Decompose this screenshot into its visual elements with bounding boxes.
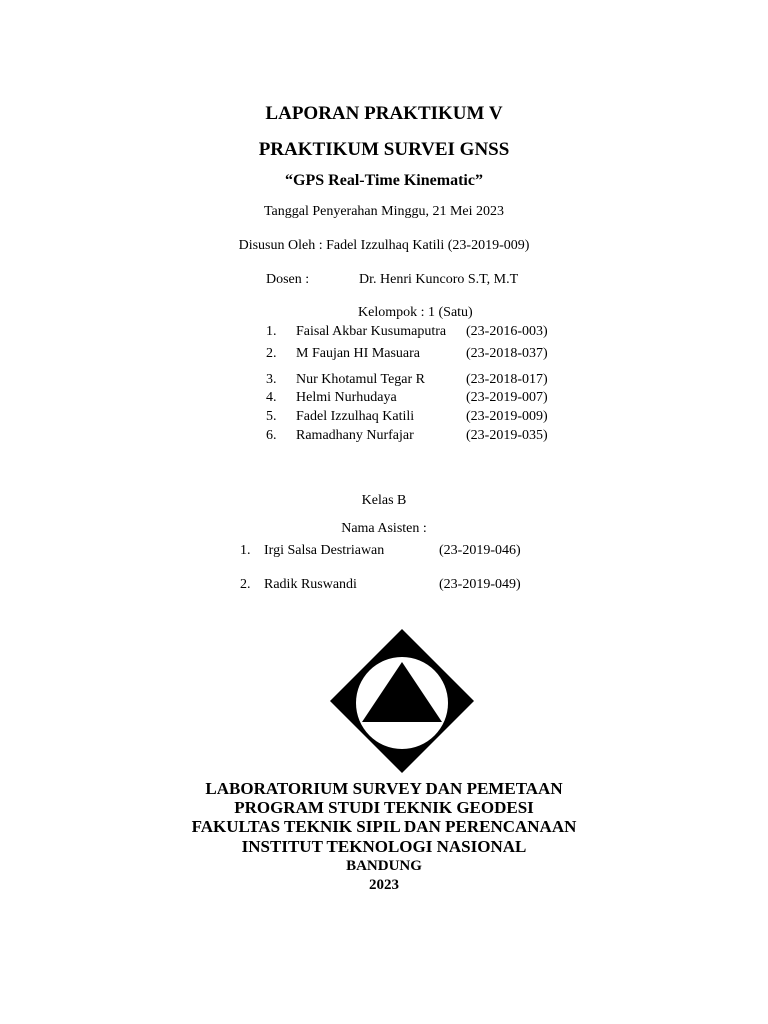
member-number: 2. bbox=[266, 346, 277, 361]
member-number: 4. bbox=[266, 390, 277, 405]
city-name: BANDUNG bbox=[346, 858, 422, 874]
member-name: Fadel Izzulhaq Katili bbox=[296, 409, 415, 424]
member-name: Ramadhany Nurfajar bbox=[296, 428, 414, 443]
assistant-number: 1. bbox=[240, 543, 251, 558]
member-nim: (23-2018-017) bbox=[466, 372, 548, 387]
report-year: 2023 bbox=[369, 877, 399, 893]
member-nim: (23-2019-035) bbox=[466, 428, 548, 443]
class-label: Kelas B bbox=[361, 493, 407, 508]
member-nim: (23-2018-037) bbox=[466, 346, 548, 361]
group-heading: Kelompok : 1 (Satu) bbox=[358, 305, 473, 320]
program-name: PROGRAM STUDI TEKNIK GEODESI bbox=[234, 798, 534, 817]
lecturer-label: Dosen : bbox=[266, 272, 310, 287]
lab-name: LABORATORIUM SURVEY DAN PEMETAAN bbox=[205, 779, 563, 798]
member-number: 3. bbox=[266, 372, 277, 387]
member-number: 1. bbox=[266, 324, 277, 339]
faculty-name: FAKULTAS TEKNIK SIPIL DAN PERENCANAAN bbox=[191, 817, 577, 836]
assistant-name: Radik Ruswandi bbox=[264, 577, 357, 592]
member-name: M Faujan HI Masuara bbox=[296, 346, 421, 361]
member-number: 5. bbox=[266, 409, 277, 424]
member-nim: (23-2016-003) bbox=[466, 324, 548, 339]
university-name: INSTITUT TEKNOLOGI NASIONAL bbox=[241, 837, 527, 856]
report-subtitle: “GPS Real-Time Kinematic” bbox=[285, 172, 483, 189]
submission-date: Tanggal Penyerahan Minggu, 21 Mei 2023 bbox=[263, 204, 505, 219]
member-name: Helmi Nurhudaya bbox=[296, 390, 397, 405]
member-number: 6. bbox=[266, 428, 277, 443]
member-name: Faisal Akbar Kusumaputra bbox=[296, 324, 447, 339]
member-name: Nur Khotamul Tegar R bbox=[296, 372, 426, 387]
assistant-name: Irgi Salsa Destriawan bbox=[264, 543, 385, 558]
member-nim: (23-2019-009) bbox=[466, 409, 548, 424]
itenas-logo bbox=[329, 628, 475, 774]
assistant-nim: (23-2019-046) bbox=[439, 543, 521, 558]
author-line: Disusun Oleh : Fadel Izzulhaq Katili (23-2019-009) bbox=[238, 238, 530, 253]
member-nim: (23-2019-007) bbox=[466, 390, 548, 405]
assistants-heading: Nama Asisten : bbox=[341, 521, 427, 536]
course-title: PRAKTIKUM SURVEI GNSS bbox=[258, 139, 510, 160]
assistant-nim: (23-2019-049) bbox=[439, 577, 521, 592]
lecturer-name: Dr. Henri Kuncoro S.T, M.T bbox=[359, 272, 519, 287]
report-title: LAPORAN PRAKTIKUM V bbox=[265, 103, 503, 124]
assistant-number: 2. bbox=[240, 577, 251, 592]
